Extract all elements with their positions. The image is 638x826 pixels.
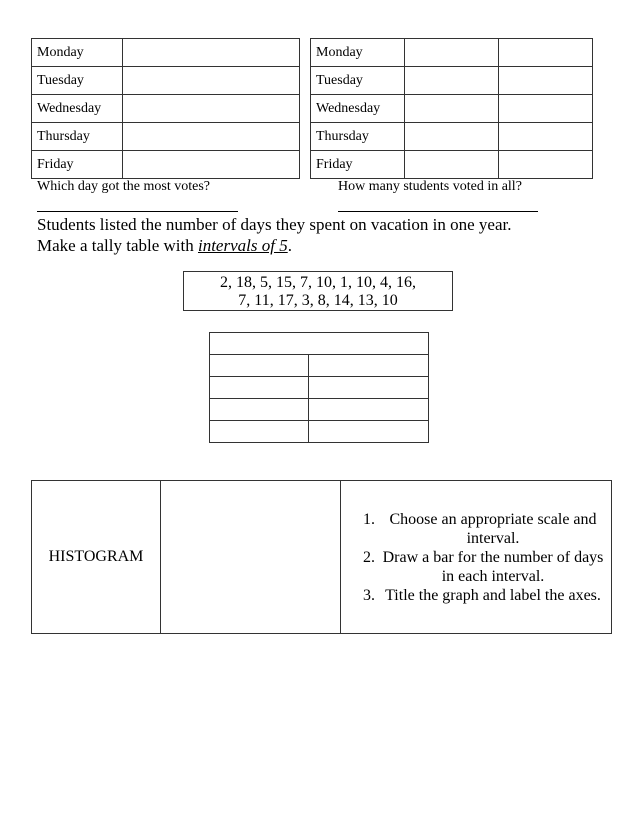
tally-mark-cell [309, 421, 429, 443]
table-row [32, 67, 300, 95]
table-row [311, 67, 593, 95]
table-row [32, 95, 300, 123]
day-label: Friday [32, 151, 123, 179]
tally-interval-cell [210, 399, 309, 421]
vote-table-left [31, 38, 300, 179]
day-label: Wednesday [311, 95, 405, 123]
step-number: 1. [363, 510, 375, 528]
histogram-steps [341, 510, 611, 605]
day-label: Thursday [311, 123, 405, 151]
data-line-2: 7, 11, 17, 3, 8, 14, 13, 10 [238, 292, 398, 309]
table-row [311, 151, 593, 179]
list-item [349, 548, 611, 586]
intervals-emphasis: intervals of 5 [197, 236, 288, 255]
vote-cell [405, 123, 499, 151]
vote-cell [123, 67, 300, 95]
vote-cell [405, 151, 499, 179]
tally-mark-cell [309, 355, 429, 377]
vote-cell [123, 123, 300, 151]
answer-line-right [338, 211, 538, 212]
list-item [349, 510, 611, 548]
vote-cell [405, 95, 499, 123]
vote-cell [499, 123, 593, 151]
table-row [32, 151, 300, 179]
tally-interval-cell [210, 377, 309, 399]
tally-interval-cell [210, 421, 309, 443]
tally-interval-cell [210, 355, 309, 377]
histogram-steps-cell [341, 481, 612, 634]
day-label: Tuesday [311, 67, 405, 95]
table-row [311, 95, 593, 123]
day-label: Wednesday [32, 95, 123, 123]
list-item [349, 586, 611, 605]
vacation-data-box [183, 271, 453, 311]
instruction-prefix: Make a tally table with [37, 236, 198, 255]
vote-cell [123, 39, 300, 67]
step-text: Choose an appropriate scale and interval. [389, 510, 597, 547]
day-label: Monday [311, 39, 405, 67]
table-row [32, 123, 300, 151]
question-total-voters: How many students voted in all? [338, 179, 522, 194]
day-label: Tuesday [32, 67, 123, 95]
vote-table-right [310, 38, 593, 179]
instruction-suffix: . [287, 236, 292, 255]
step-number: 2. [363, 548, 375, 566]
table-row [210, 355, 429, 377]
tally-mark-cell [309, 399, 429, 421]
histogram-table [31, 480, 612, 634]
table-row [210, 421, 429, 443]
vote-cell [499, 67, 593, 95]
vote-cell [499, 95, 593, 123]
instruction-line-1: Students listed the number of days they spent on vacation in one year. [37, 215, 512, 234]
step-text: Draw a bar for the number of days in each interval. [382, 548, 604, 585]
histogram-label: HISTOGRAM [32, 481, 161, 634]
day-label: Thursday [32, 123, 123, 151]
table-row [32, 39, 300, 67]
step-number: 3. [363, 586, 375, 604]
table-row [210, 377, 429, 399]
vacation-instructions [37, 214, 511, 256]
table-row [32, 481, 612, 634]
vote-cell [123, 151, 300, 179]
vote-cell [405, 39, 499, 67]
histogram-drawing-area [161, 481, 341, 634]
day-label: Monday [32, 39, 123, 67]
tally-table [209, 332, 429, 443]
tally-mark-cell [309, 377, 429, 399]
instruction-line-2 [37, 235, 511, 256]
question-most-votes: Which day got the most votes? [37, 179, 211, 194]
day-label: Friday [311, 151, 405, 179]
vote-cell [405, 67, 499, 95]
table-row [210, 333, 429, 355]
tally-header-cell [210, 333, 429, 355]
vote-cell [499, 151, 593, 179]
vote-cell [499, 39, 593, 67]
table-row [311, 39, 593, 67]
table-row [210, 399, 429, 421]
answer-line-left [37, 211, 238, 212]
step-text: Title the graph and label the axes. [385, 586, 601, 604]
table-row [311, 123, 593, 151]
data-line-1: 2, 18, 5, 15, 7, 10, 1, 10, 4, 16, [220, 274, 416, 291]
vote-cell [123, 95, 300, 123]
